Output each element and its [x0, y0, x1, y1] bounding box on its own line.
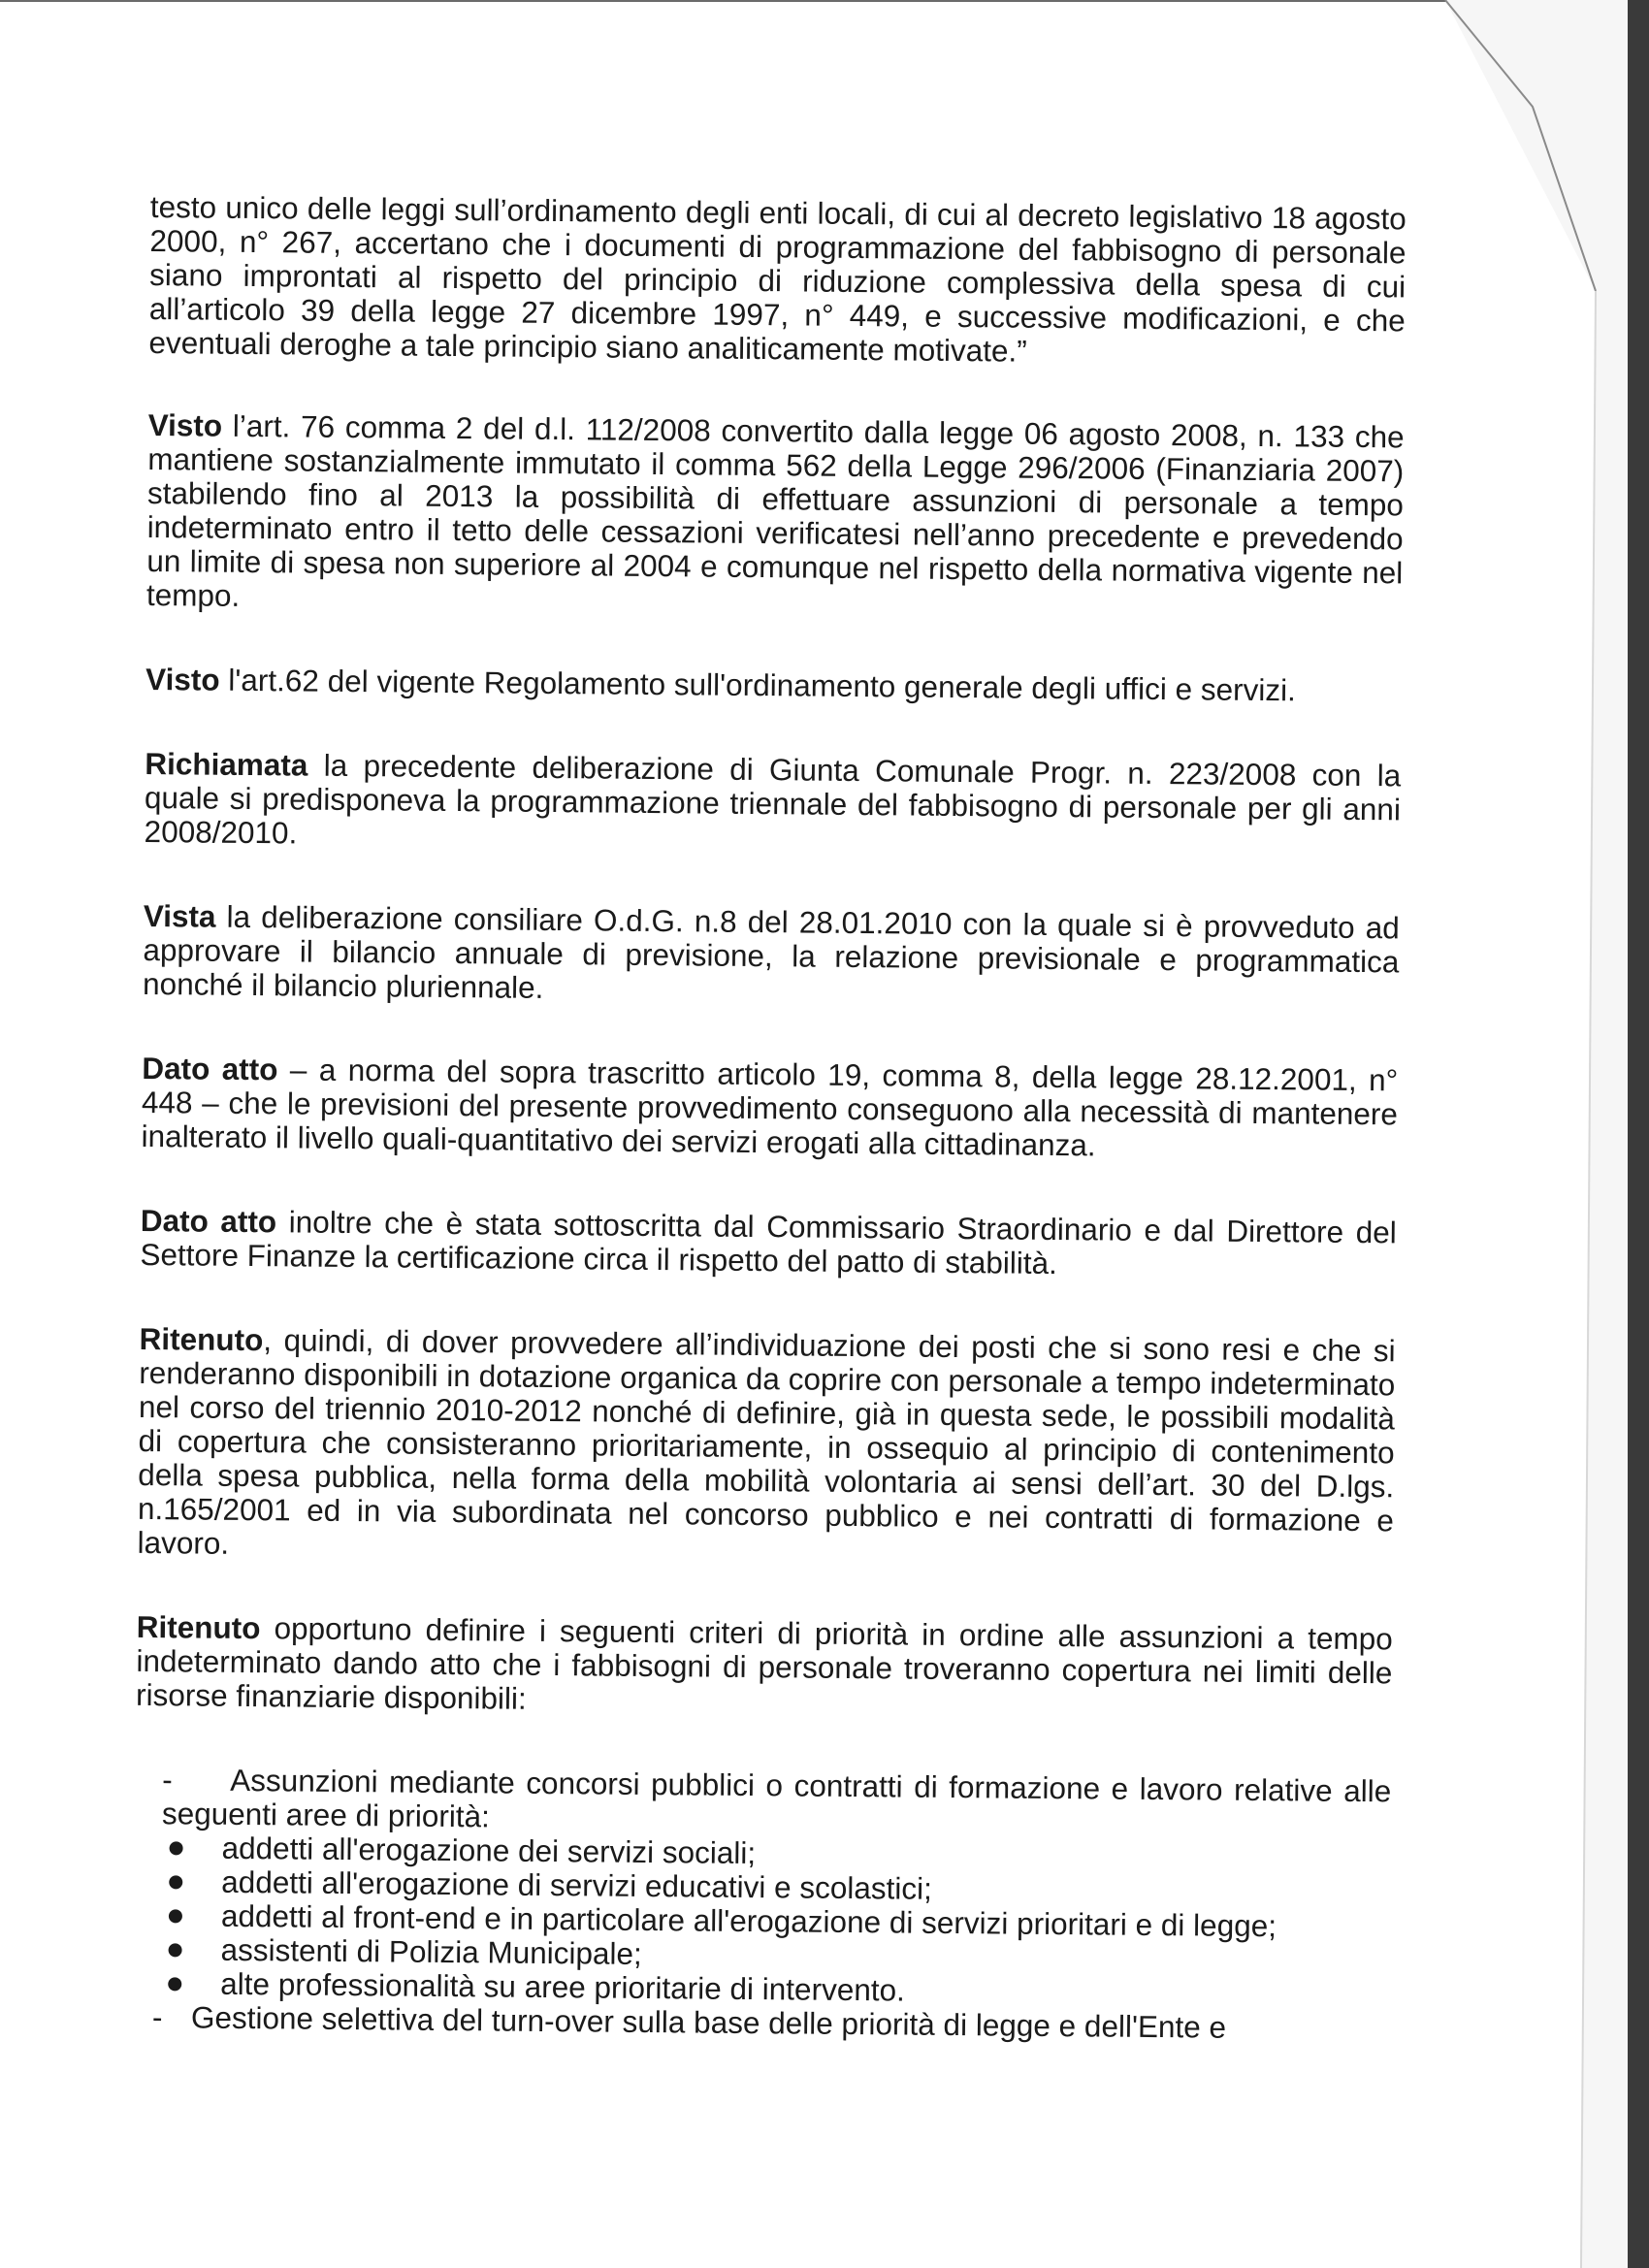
scan-top-edge	[0, 0, 1455, 2]
list-item-text: addetti all'erogazione di servizi educativi e scolastici;	[221, 1863, 933, 1906]
list-item-text: assistenti di Polizia Municipale;	[220, 1931, 642, 1971]
paragraph-text: l’art. 76 comma 2 del d.l. 112/2008 convertito dalla legge 06 agosto 2008, n. 133 che mantiene sostanzialmente immutato il comma 562 della Legge 296/2006 (Finanziaria 2007) stabilendo fino al 2013 la possibilità di effettuare assunzioni di personale a tempo indeterminato entro il tetto delle cessazioni verificatesi nell’anno precedente e prevedendo un limite di spesa non superiore al 2004 e comunque nel rispetto della normativa vigente nel tempo.	[146, 407, 1405, 613]
dash-item-text: Gestione selettiva del turn-over sulla base delle priorità di legge e dell'Ente e	[190, 1999, 1227, 2045]
paragraph-lead: Visto	[147, 406, 223, 443]
paragraph-text: l'art.62 del vigente Regolamento sull'ordinamento generale degli uffici e servizi.	[219, 662, 1297, 708]
dash-marker: -	[151, 1999, 163, 2035]
paragraph-text: testo unico delle leggi sull’ordinamento degli enti locali, di cui al decreto legislativo 18 agosto 2000, n° 267, accertano che i documenti di programmazione del fabbisogno di personale siano improntati al rispetto del principio di riduzione complessiva della spesa di cui all’articolo 39 della legge 27 dicembre 1997, n° 449, e successive modificazioni, e che eventuali deroghe a tale principio siano analiticamente motivate.”	[148, 189, 1406, 369]
list-item-text: addetti al front-end e in particolare all'erogazione di servizi prioritari e di legge;	[220, 1897, 1277, 1944]
paragraph-lead: Vista	[143, 897, 216, 934]
paragraph-text: la precedente deliberazione di Giunta Comunale Progr. n. 223/2008 con la quale si predisponeva la programmazione triennale del fabbisogno di personale per gli anni 2008/2010.	[144, 747, 1402, 851]
bullet-icon	[168, 1977, 181, 1991]
scan-folded-corner	[1397, 0, 1649, 2268]
paragraph-lead: Richiamata	[145, 745, 308, 783]
priority-areas-list	[133, 1831, 1391, 2012]
paragraph-richiamata	[144, 747, 1401, 860]
bullet-icon	[169, 1875, 182, 1889]
paragraph-lead: Ritenuto	[139, 1320, 264, 1358]
paragraph-intro-continuation	[148, 190, 1406, 372]
paragraph-lead: Visto	[145, 661, 220, 697]
paragraph-lead: Ritenuto	[136, 1608, 261, 1646]
document-body	[132, 190, 1406, 2142]
paragraph-visto-art62	[146, 663, 1402, 708]
paragraph-lead: Dato atto	[140, 1202, 277, 1240]
paragraph-ritenuto-opportuno	[136, 1610, 1393, 1724]
bullet-icon	[169, 1943, 182, 1957]
bullet-icon	[169, 1909, 182, 1923]
list-item-text: alte professionalità su aree prioritarie di intervento.	[220, 1965, 906, 2008]
dash-item-text: Assunzioni mediante concorsi pubblici o contratti di formazione e lavoro relative alle seguenti aree di priorità:	[161, 1762, 1392, 1834]
dash-marker: -	[162, 1762, 173, 1798]
paragraph-text: opportuno definire i seguenti criteri di priorità in ordine alle assunzioni a tempo indeterminato dando atto che i fabbisogni di personale troveranno copertura nei limiti delle risorse finanziarie disponibili:	[135, 1610, 1393, 1716]
paragraph-visto-art76	[146, 408, 1405, 624]
paragraph-vista	[143, 899, 1400, 1013]
bullet-icon	[170, 1841, 183, 1855]
paragraph-lead: Dato atto	[142, 1050, 278, 1087]
paragraph-text: – a norma del sopra trascritto articolo 19, comma 8, della legge 28.12.2001, n° 448 – che le previsioni del presente provvedimento conseguono alla necessità di mantenere inalterato il livello quali-quantitativo dei servizi erogati alla cittadinanza.	[141, 1052, 1399, 1163]
paragraph-text: , quindi, di dover provvedere all’individuazione dei posti che si sono resi e che si renderanno disponibili in dotazione organica da coprire con personale a tempo indeterminato nel corso del triennio 2010-2012 nonché di definire, già in questa sede, le possibili modalità di copertura che consisteranno prioritariamente, in ossequio al principio di contenimento della spesa pubblica, nella forma della mobilità volontaria ai sensi dell’art. 30 del D.lgs. n.165/2001 ed in via subordinata nel concorso pubblico e nei contratti di formazione e lavoro.	[137, 1322, 1396, 1561]
paragraph-dato-atto-norma	[141, 1052, 1398, 1165]
list-item-text: addetti all'erogazione dei servizi sociali;	[221, 1830, 757, 1871]
paragraph-text: la deliberazione consiliare O.d.G. n.8 del 28.01.2010 con la quale si è provveduto ad approvare il bilancio annuale di previsione, la relazione previsionale e programmatica nonché il bilancio pluriennale.	[142, 898, 1400, 1005]
paragraph-text: inoltre che è stata sottoscritta dal Commissario Straordinario e dal Direttore del Settore Finanze la certificazione circa il rispetto del patto di stabilità.	[140, 1204, 1397, 1281]
paragraph-dato-atto-inoltre	[140, 1204, 1397, 1283]
paragraph-ritenuto-quindi	[137, 1322, 1395, 1571]
